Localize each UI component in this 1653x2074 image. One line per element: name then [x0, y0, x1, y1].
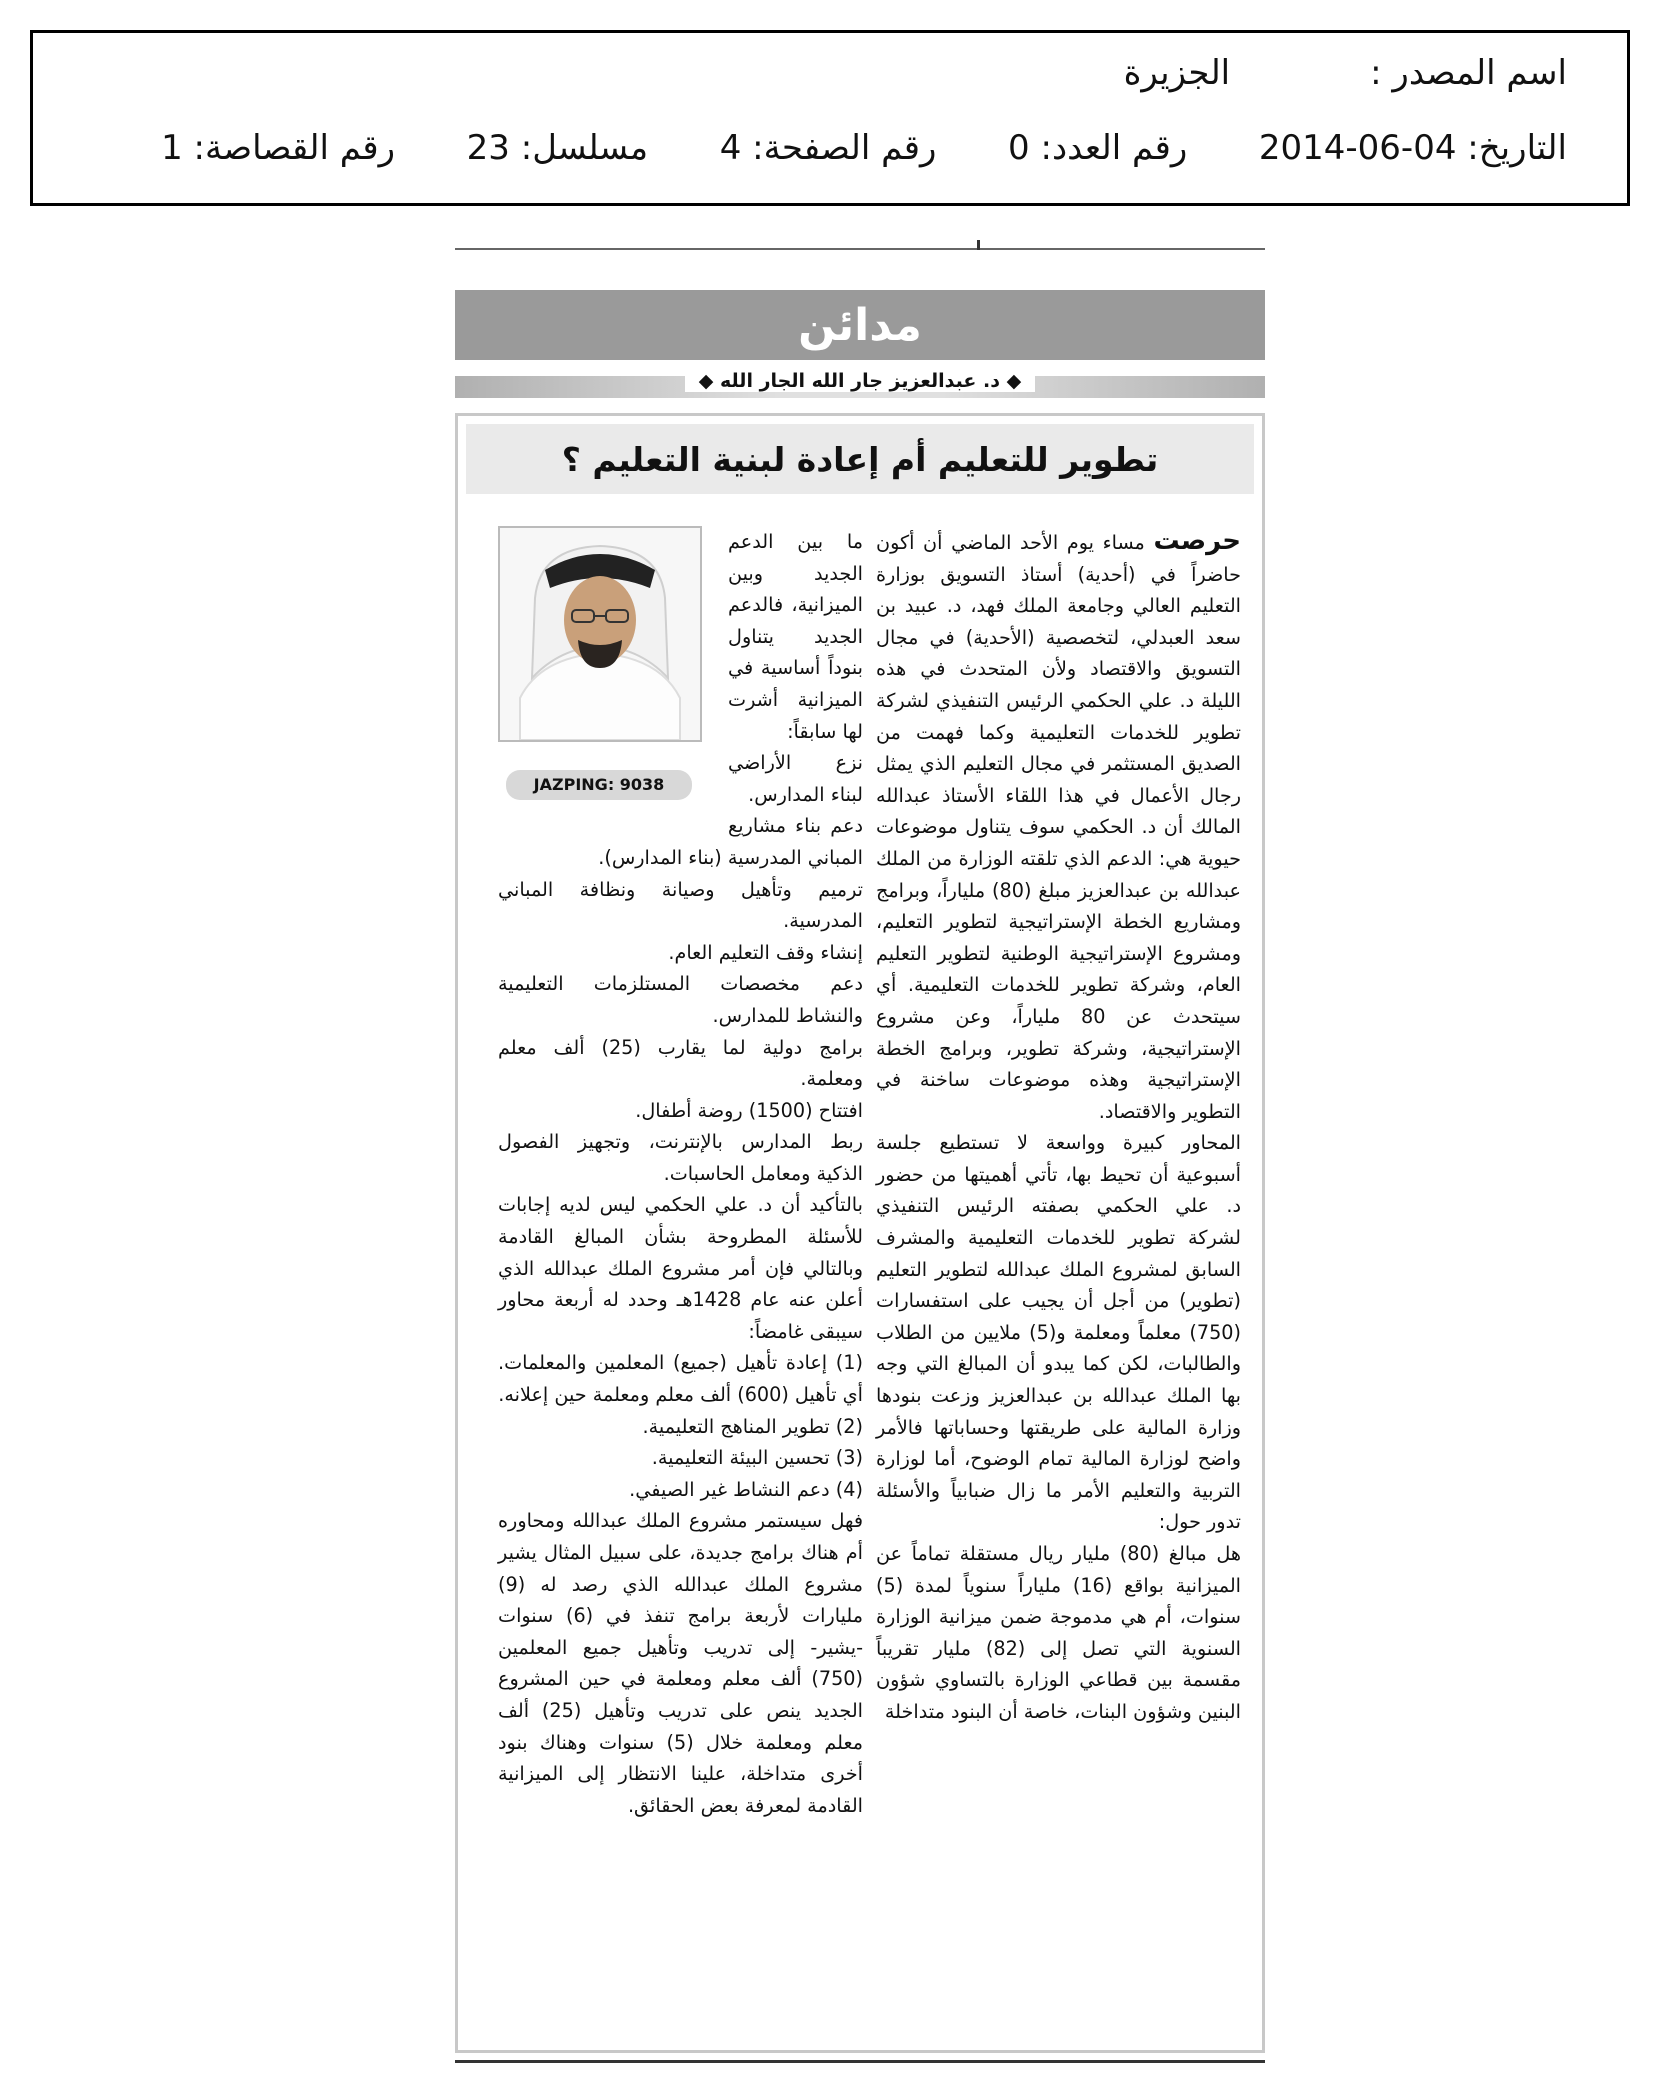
- column-name: مدائن: [798, 299, 922, 351]
- paragraph: فهل سيستمر مشروع الملك عبدالله ومحاوره أم هناك برامج جديدة، على سبيل المثال يشير مشروع الملك عبدالله الذي رصد له (9) مليارات لأربعة برامج تنفذ في (6) سنوات -يشير- إلى تدريب وتأهيل جميع المعلمين (750) ألف معلم ومعلمة في حين المشروع الجديد ينص على تدريب وتأهيل (25) ألف معلم ومعلمة خلال (5) سنوات وهناك بنود أخرى متداخلة، علينا الانتظار إلى الميزانية القادمة لمعرفة بعض الحقائق.: [498, 1509, 863, 1817]
- headline: تطوير للتعليم أم إعادة لبنية التعليم ؟: [561, 439, 1159, 479]
- date-label: التاريخ:: [1467, 128, 1567, 168]
- paragraph: هل مبالغ (80) مليار ريال مستقلة تماماً عن الميزانية بواقع (16) ملياراً سنوياً لمدة (5) سنوات، أم هي مدموجة ضمن ميزانية الوزارة السنوية التي تصل إلى (82) مليار تقريباً مقسمة بين قطاعي الوزارة بالتساوي شؤون البنين وشؤون البنات، خاصة أن البنود متداخلة: [876, 1542, 1241, 1723]
- paragraph: برامج دولية لما يقارب (25) ألف معلم ومعلمة.: [498, 1035, 863, 1091]
- serial-value: 23: [466, 128, 510, 168]
- paragraph: ما بين الدعم الجديد وبين الميزانية، فالدعم الجديد يتناول بنوداً أساسية في الميزانية أشرت لها سابقاً:: [728, 530, 863, 743]
- author-name: د. عبدالعزيز جار الله الجار الله: [720, 370, 1000, 392]
- article-column-right: [876, 526, 1241, 1728]
- page-value: 4: [719, 128, 742, 168]
- paragraph: بالتأكيد أن د. علي الحكمي ليس لديه إجابات للأسئلة المطروحة بشأن المبالغ القادمة وبالتالي فإن أمر مشروع الملك عبدالله الذي أعلن عنه عام 1428هـ وحدد له أربعة محاور سيبقى غامضاً:: [498, 1193, 863, 1343]
- serial-label: مسلسل:: [520, 128, 649, 168]
- author-portrait-icon: [500, 528, 700, 740]
- date-value: 2014-06-04: [1258, 128, 1457, 168]
- article-column-left: [498, 526, 863, 1821]
- top-rule: [455, 248, 1265, 250]
- source-metadata-box: [30, 30, 1630, 206]
- paragraph: دعم مخصصات المستلزمات التعليمية والنشاط للمدارس.: [498, 972, 863, 1027]
- paragraph: المحاور كبيرة وواسعة لا تستطيع جلسة أسبوعية أن تحيط بها، تأتي أهميتها من حضور د. علي الحكمي بصفته الرئيس التنفيذي لشركة تطوير للخدمات التعليمية والمشرف السابق لمشروع الملك عبدالله لتطوير التعليم (تطوير) من أجل أن يجيب على استفسارات (750) معلماً ومعلمة و(5) ملايين من الطلاب والطالبات، لكن كما يبدو أن المبالغ التي وجه بها الملك عبدالله بن عبدالعزيز وزعت بنودها وزارة المالية على طريقتها وحساباتها فالأمر واضح لوزارة المالية تمام الوضوح، أما لوزارة التربية والتعليم الأمر ما زال ضبابياً والأسئلة تدور حول:: [876, 1131, 1241, 1534]
- bottom-rule: [455, 2060, 1265, 2063]
- clip-value: 1: [161, 128, 183, 168]
- details-row: [161, 128, 1567, 168]
- article-frame: [455, 413, 1265, 2053]
- newspaper-clipping: [455, 248, 1265, 2063]
- paragraph: إنشاء وقف التعليم العام.: [668, 940, 863, 964]
- paragraph: افتتاح (1500) روضة أطفال.: [635, 1098, 863, 1122]
- source-label: اسم المصدر :: [1370, 53, 1567, 93]
- issue-label: رقم العدد:: [1040, 128, 1188, 168]
- author-photo-block: [498, 526, 728, 816]
- paragraph: (1) إعادة تأهيل (جميع) المعلمين والمعلمات. أي تأهيل (600) ألف معلم ومعلمة حين إعلانه.: [498, 1351, 863, 1407]
- paragraph: ربط المدارس بالإنترنت، وتجهيز الفصول الذكية ومعامل الحاسبات.: [498, 1130, 863, 1185]
- paragraph: (3) تحسين البيئة التعليمية.: [651, 1446, 863, 1470]
- paragraph: (4) دعم النشاط غير الصيفي.: [629, 1477, 863, 1501]
- author-photo: [498, 526, 702, 742]
- paragraph: دعم بناء مشاريع المباني المدرسية (بناء المدارس).: [598, 814, 863, 869]
- paragraph: نزع الأراضي لبناء المدارس.: [728, 751, 863, 806]
- paragraph-text: مساء يوم الأحد الماضي أن أكون حاضراً في (أحدية) أستاذ التسويق بوزارة التعليم العالي وجامعة الملك فهد، د. عبيد بن سعد العبدلي، لتخصصية (الأحدية) في مجال التسويق والاقتصاد ولأن المتحدث في هذه الليلة د. علي الحكمي الرئيس التنفيذي لشركة تطوير للخدمات التعليمية وكما فهمت من الصديق المستثمر في مجال التعليم الذي يمثل رجال الأعمال في هذا اللقاء الأستاذ عبدالله المالك أن د. الحكمي سوف يتناول موضوعات حيوية هي: الدعم الذي تلقته الوزارة من الملك عبدالله بن عبدالعزيز مبلغ (80) ملياراً، وبرامج ومشاريع الخطة الإستراتيجية لتطوير التعليم، ومشروع الإستراتيجية الوطنية لتطوير التعليم العام، وشركة تطوير للخدمات التعليمية. أي سيتحدث عن 80 ملياراً، وعن مشروع الإستراتيجية، وشركة تطوير، وبرامج الخطة الإستراتيجية وهذه موضوعات ساخنة في التطوير والاقتصاد.: [876, 531, 1241, 1123]
- paragraph: (2) تطوير المناهج التعليمية.: [642, 1414, 863, 1438]
- page-label: رقم الصفحة:: [752, 128, 937, 168]
- paragraph: [876, 526, 1241, 1127]
- column-banner: [455, 290, 1265, 360]
- source-row: [1124, 53, 1567, 93]
- clip-label: رقم القصاصة:: [193, 128, 396, 168]
- photo-badge: JAZPING: 9038: [506, 770, 692, 800]
- lead-word: حرصت: [1153, 526, 1241, 556]
- top-tick: [977, 240, 980, 250]
- issue-value: 0: [1008, 128, 1030, 168]
- headline-band: [466, 424, 1254, 494]
- source-value: الجزيرة: [1123, 53, 1231, 93]
- author-line: ◆ د. عبدالعزيز جار الله الجار الله ◆: [455, 370, 1265, 392]
- paragraph: ترميم وتأهيل وصيانة ونظافة المباني المدرسية.: [498, 877, 863, 933]
